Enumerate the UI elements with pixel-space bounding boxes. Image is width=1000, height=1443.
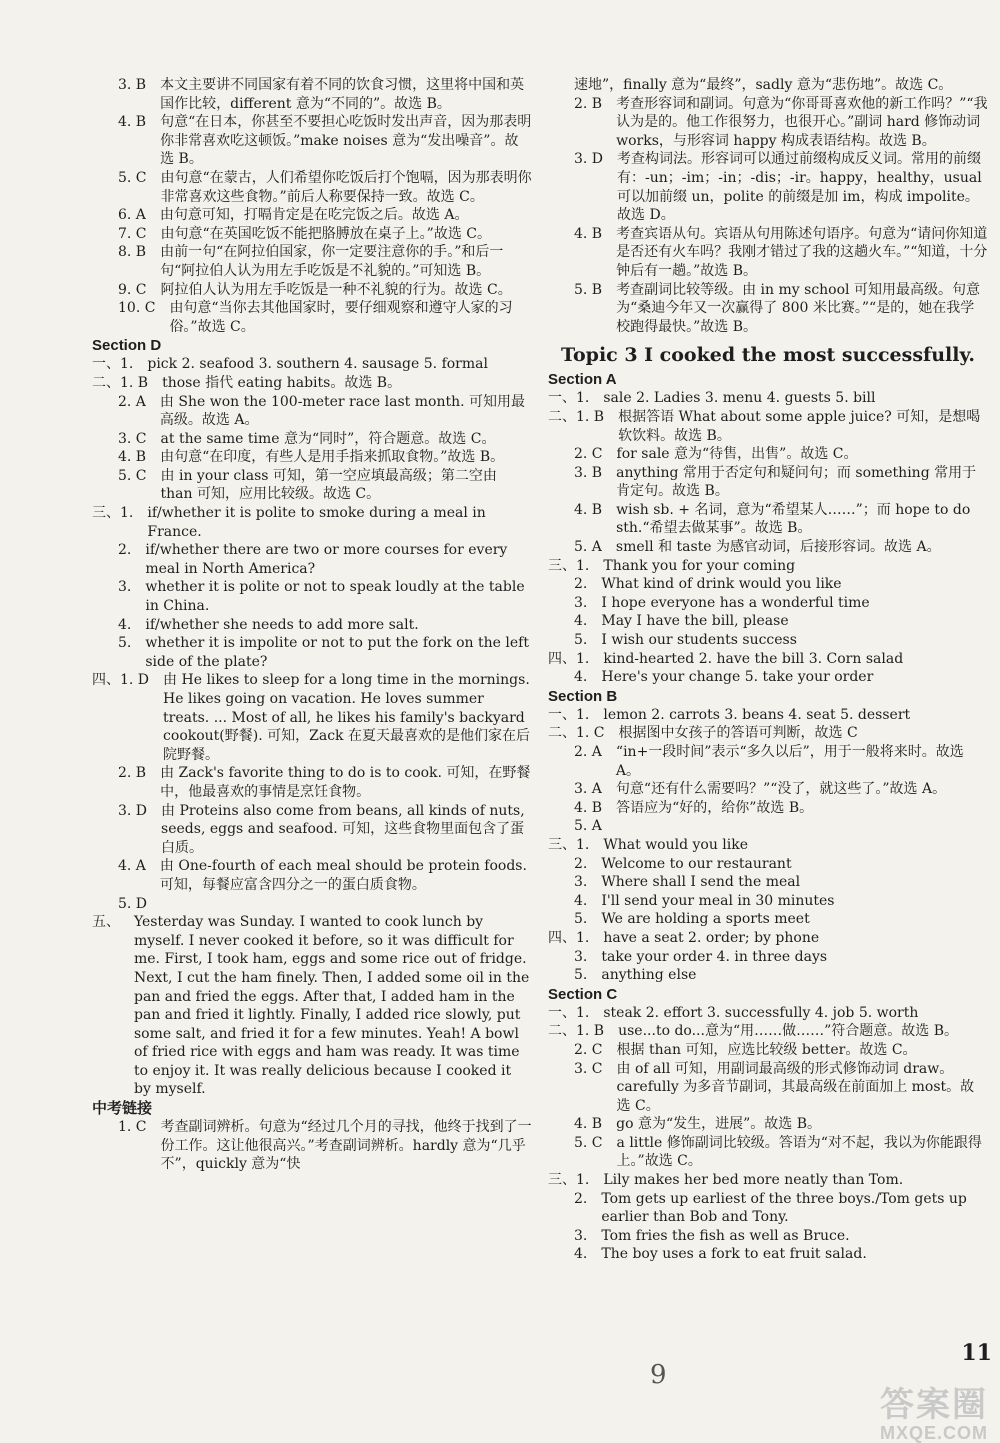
answer-text: 速地”，finally 意为“最终”，sadly 意为“悲伤地”。故选 C。 — [574, 77, 953, 93]
answer-number: 4. B — [118, 114, 147, 131]
answer-item — [92, 299, 532, 336]
answer-text: those 指代 eating habits。故选 B。 — [162, 374, 402, 391]
answer-text: Lily makes her bed more neatly than Tom. — [603, 1172, 904, 1189]
answer-item — [548, 668, 988, 687]
answer-text: 由 of all 可知，用副词最高级的形式修饰动词 draw。carefully 为多音节副词，其最高级在前面加上 most。故选 C。 — [616, 1060, 975, 1114]
answer-text: 由句意“在印度，有些人是用手指来抓取食物。”故选 B。 — [160, 449, 505, 466]
answer-number: 4. B — [118, 449, 147, 466]
answer-item — [548, 1171, 988, 1190]
answer-number: 3. B — [574, 464, 603, 481]
section-heading: Section B — [548, 687, 618, 705]
right-column — [548, 76, 988, 1264]
answer-item — [548, 95, 988, 151]
answer-number: 4. — [574, 613, 588, 630]
answer-text: 由句意“在蒙古，人们希望你吃饭后打个饱嗝，因为那表明你非常喜欢这些食物。”前后人称要保持一致。故选 C。 — [160, 169, 532, 205]
answer-item — [548, 799, 988, 818]
answer-text: 考查宾语从句。宾语从句用陈述句语序。句意为“请问你知道是否还有火车吗？我刚才错过了我的这趟火车。”“知道，十分钟后有一趟。”故选 B。 — [616, 225, 988, 279]
answer-text: lemon 2. carrots 3. beans 4. seat 5. dessert — [603, 706, 911, 723]
answer-text: 考查副词辨析。句意为“经过几个月的寻找，他终于找到了一份工作。这让他很高兴。”考查副词辨析。hardly 意为“几乎不”，quickly 意为“快 — [160, 1119, 532, 1173]
answer-item — [548, 743, 988, 780]
answer-text: if/whether it is polite to smoke during a meal in France. — [147, 505, 486, 540]
answer-number: 4. B — [574, 1116, 603, 1133]
answer-text: 由 Zack's favorite thing to do is to cook. 可知，在野餐中，他最喜欢的事情是烹饪食物。 — [160, 765, 531, 800]
answer-number: 四、1. D — [92, 672, 150, 689]
answer-text: What would you like — [603, 836, 749, 853]
answer-item — [92, 671, 532, 764]
answer-text: Where shall I send the meal — [601, 874, 801, 891]
answer-text: if/whether there are two or more courses for every meal in North America? — [145, 542, 508, 577]
answer-text: The boy uses a fork to eat fruit salad. — [601, 1246, 867, 1263]
answer-text: 由前一句“在阿拉伯国家，你一定要注意你的手。”和后一句“阿拉伯人认为用左手吃饭是不礼貌的。”可知选 B。 — [160, 244, 504, 279]
handwritten-mark: 9 — [650, 1360, 667, 1390]
answer-number: 二、1. B — [548, 1023, 605, 1040]
answer-number: 2. — [574, 1190, 588, 1207]
answer-item — [92, 802, 532, 858]
answer-text: Yesterday was Sunday. I wanted to cook lunch by myself. I never cooked it before, so it was difficult for me. First, I took ham, eggs and some rice out of fridge. Next, I cut the ham finely. Then, I added some oil in the pan and fried the eggs. After that, I added ham in the pan and fried it lightly. Finally, I added rice slowly, put some salt, and fried it for a few minutes. Yeah! A bowl of fried rice with eggs and ham was ready. It was time to enjoy it. It was really delicious because I cooked it by myself. — [134, 914, 530, 1098]
answer-number: 4. — [574, 1246, 588, 1263]
answer-text: wish sb. + 名词，意为“希望某人……”；而 hope to do sth.“希望去做某事”。故选 B。 — [616, 501, 971, 537]
answer-number: 5. — [118, 635, 132, 652]
answer-number: 三、1. — [548, 836, 590, 853]
answer-item — [548, 1060, 988, 1116]
answer-number: 一、1. — [548, 706, 590, 723]
answer-text: 由句意“当你去其他国家时，要仔细观察和遵守人家的习俗。”故选 C。 — [169, 300, 513, 335]
answer-number: 3. — [574, 594, 588, 611]
answer-number: 2. A — [574, 744, 602, 760]
answer-number: 4. B — [574, 501, 603, 518]
answer-number: 1. C — [118, 1119, 147, 1136]
answer-item — [548, 892, 988, 911]
answer-number: 三、1. — [548, 1172, 590, 1189]
answer-text: 由 in your class 可知，第一空应填最高级；第二空由 than 可知，应用比较级。故选 C。 — [160, 467, 497, 503]
answer-text: I hope everyone has a wonderful time — [601, 594, 870, 611]
answer-item — [92, 113, 532, 169]
answer-text: smell 和 taste 为感官动词，后接形容词。故选 A。 — [615, 539, 941, 556]
answer-item — [548, 836, 988, 855]
answer-text: whether it is impolite or not to put the fork on the left side of the plate? — [145, 635, 529, 670]
answer-text: go 意为“发生，进展”。故选 B。 — [616, 1116, 822, 1133]
answer-item — [548, 910, 988, 929]
answer-number: 三、1. — [548, 557, 590, 574]
answer-item — [548, 445, 988, 464]
answer-item — [548, 1227, 988, 1246]
answer-number: 5. A — [574, 818, 602, 835]
answer-item — [548, 1134, 988, 1171]
answer-item — [548, 650, 988, 669]
answer-item — [548, 966, 988, 985]
answer-text: “in+一段时间”表示“多久以后”，用于一般将来时。故选 A。 — [615, 744, 964, 779]
answer-text: 考查副词比较等级。由 in my school 可知用最高级。句意为“桑迪今年又一次赢得了 800 米比赛。”“是的，她在我学校跑得最快。”故选 B。 — [616, 281, 980, 335]
answer-text: 由 One-fourth of each meal should be protein foods. 可知，每餐应富含四分之一的蛋白质食物。 — [159, 858, 527, 893]
answer-item — [548, 631, 988, 650]
answer-text: 由 Proteins also come from beans, all kinds of nuts, seeds, eggs and seafood. 可知，这些食物里面包含了蛋白质。 — [161, 802, 525, 856]
answer-text — [616, 817, 988, 836]
answer-number — [548, 76, 574, 95]
answer-item — [92, 430, 532, 449]
answer-item — [548, 929, 988, 948]
answer-item — [92, 634, 532, 671]
answer-item — [92, 764, 532, 801]
answer-number: 3. A — [574, 781, 602, 798]
answer-number: 8. B — [118, 244, 147, 261]
answer-item — [548, 612, 988, 631]
answer-item — [92, 393, 532, 430]
answer-number: 5. — [574, 911, 588, 928]
watermark-logo — [880, 1388, 988, 1443]
answer-item — [92, 1118, 532, 1174]
answer-number: 2. B — [118, 765, 147, 782]
answer-item — [92, 225, 532, 244]
section-heading: 中考链接 — [92, 1100, 153, 1118]
answer-text: a little 修饰副词比较级。答语为“对不起，我以为你能跟得上。”故选 C。 — [616, 1134, 982, 1170]
answer-item — [92, 448, 532, 467]
answer-item — [548, 1245, 988, 1264]
answer-number: 4. — [574, 669, 588, 686]
answer-text: for sale 意为“待售，出售”。故选 C。 — [616, 446, 858, 463]
answer-item — [548, 948, 988, 967]
answer-item — [92, 578, 532, 615]
answer-item — [548, 1115, 988, 1134]
answer-number: 二、1. B — [92, 374, 149, 391]
answer-text — [161, 895, 532, 914]
answer-number: 9. C — [118, 281, 147, 298]
answer-text: 根据答语 What about some apple juice? 可知，是想喝软饮料。故选 B。 — [618, 408, 981, 444]
answer-item — [548, 1022, 988, 1041]
answer-text: May I have the bill, please — [601, 613, 789, 630]
answer-number: 一、1. — [548, 1004, 590, 1021]
answer-text: 答语应为“好的，给你”故选 B。 — [616, 799, 814, 816]
answer-item — [548, 1041, 988, 1060]
topic-title: Topic 3 I cooked the most successfully. — [561, 344, 975, 367]
answer-text: steak 2. effort 3. successfully 4. job 5. worth — [603, 1004, 919, 1021]
answer-item — [548, 281, 988, 337]
answer-text: Thank you for your coming — [603, 557, 796, 574]
answer-item — [548, 557, 988, 576]
answer-item — [92, 206, 532, 225]
answer-number: 5. C — [574, 1134, 603, 1151]
answer-number: 2. B — [574, 95, 603, 112]
answer-text: 根据 than 可知，应选比较级 better。故选 C。 — [616, 1041, 917, 1058]
answer-number: 4. — [118, 616, 132, 633]
answer-text: 由句意“在英国吃饭不能把胳膊放在桌子上。”故选 C。 — [160, 225, 492, 242]
answer-text: What kind of drink would you like — [601, 576, 842, 593]
answer-text: I wish our students success — [601, 632, 797, 649]
answer-number: 3. C — [118, 430, 147, 447]
answer-text: 阿拉伯人认为用左手吃饭是一种不礼貌的行为。故选 C。 — [160, 281, 512, 298]
answer-number: 2. — [118, 542, 132, 559]
answer-number: 二、1. B — [548, 408, 605, 425]
answer-item — [548, 724, 988, 743]
answer-item — [548, 76, 988, 95]
answer-text: Welcome to our restaurant — [601, 855, 792, 872]
answer-number: 5. A — [574, 539, 602, 556]
answer-text: I'll send your meal in 30 minutes — [601, 892, 835, 909]
answer-number: 2. C — [574, 446, 603, 463]
answer-item — [92, 616, 532, 635]
answer-number: 四、1. — [548, 650, 590, 667]
answer-number: 3. B — [118, 77, 147, 93]
section-heading: Section D — [92, 337, 162, 355]
answer-text: 本文主要讲不同国家有着不同的饮食习惯，这里将中国和英国作比较，different 意为“不同的”。故选 B。 — [160, 77, 525, 112]
answer-number: 3. D — [574, 151, 604, 168]
answer-item — [548, 1190, 988, 1227]
answer-item — [92, 281, 532, 300]
answer-number: 2. — [574, 855, 588, 872]
answer-number: 四、1. — [548, 929, 590, 946]
answer-item — [548, 1004, 988, 1023]
answer-text: if/whether she needs to add more salt. — [145, 616, 419, 633]
answer-text: 考查构词法。形容词可以通过前缀构成反义词。常用的前缀有：-un；-im；-in；-dis；-ir。happy，healthy，usual 可以加前缀 un，polite 的前缀是加 im，构成 impolite。故选 D。 — [617, 151, 982, 224]
answer-number: 6. A — [118, 207, 146, 224]
answer-number: 3. C — [574, 1060, 603, 1077]
answer-number: 5. C — [118, 467, 147, 484]
answer-text: use...to do...意为“用……做……”符合题意。故选 B。 — [618, 1023, 958, 1040]
answer-number: 五、 — [92, 914, 120, 931]
answer-number: 3. — [574, 948, 588, 965]
answer-number: 10. C — [118, 300, 156, 317]
answer-item — [92, 467, 532, 504]
answer-item — [548, 225, 988, 281]
answer-item — [548, 538, 988, 557]
answer-number: 5. — [574, 967, 588, 984]
answer-item — [92, 895, 532, 914]
answer-number: 二、1. C — [548, 725, 605, 742]
answer-number: 3. D — [118, 802, 148, 819]
answer-text: whether it is polite or not to speak loudly at the table in China. — [145, 579, 525, 615]
answer-text: 由 He likes to sleep for a long time in the mornings. He likes going on vacation. He loves summer treats. ... Most of all, he likes his family's backyard cookout(野餐). 可知，Zack 在夏天最喜欢的是他们家在后院野餐。 — [163, 672, 530, 763]
answer-number: 5. D — [118, 895, 148, 912]
answer-item — [548, 873, 988, 892]
answer-number: 5. C — [118, 169, 147, 186]
answer-text: anything 常用于否定句和疑问句；而 something 常用于肯定句。故选 B。 — [616, 464, 977, 500]
answer-item — [548, 706, 988, 725]
left-column — [92, 76, 532, 1174]
answer-number: 4. A — [118, 858, 146, 875]
answer-number: 3. — [574, 874, 588, 891]
answer-item — [548, 575, 988, 594]
answer-number: 2. — [574, 576, 588, 593]
answer-text: have a seat 2. order; by phone — [603, 929, 820, 946]
answer-number: 2. C — [574, 1041, 603, 1058]
answer-number: 3. — [574, 1227, 588, 1244]
answer-number: 一、1. — [548, 390, 590, 407]
watermark-line-1: 答案圈 — [880, 1386, 988, 1424]
answer-text: take your order 4. in three days — [601, 948, 828, 965]
answer-text: kind-hearted 2. have the bill 3. Corn salad — [603, 650, 904, 667]
answer-number: 7. C — [118, 225, 147, 242]
answer-item — [92, 541, 532, 578]
answer-text: at the same time 意为“同时”，符合题意。故选 C。 — [160, 430, 496, 447]
answer-text: pick 2. seafood 3. southern 4. sausage 5. formal — [147, 356, 488, 373]
answer-number: 3. — [118, 579, 132, 596]
answer-text: Tom gets up earliest of the three boys./Tom gets up earlier than Bob and Tony. — [601, 1190, 967, 1226]
answer-number: 2. A — [118, 393, 146, 410]
section-heading: Section C — [548, 985, 618, 1003]
answer-text: 句意“还有什么需要吗？”“没了，就这些了。”故选 A。 — [615, 781, 947, 798]
answer-item — [92, 913, 532, 1099]
answer-text: sale 2. Ladies 3. menu 4. guests 5. bill — [603, 390, 876, 407]
answer-number: 三、1. — [92, 505, 134, 522]
page-number: 11 — [961, 1340, 992, 1366]
answer-item — [548, 150, 988, 224]
watermark-line-2: MXQE.COM — [879, 1422, 988, 1443]
answer-text: anything else — [601, 967, 697, 984]
answer-number: 4. B — [574, 225, 603, 242]
answer-item — [92, 374, 532, 393]
answer-item — [92, 504, 532, 541]
answer-number: 4. B — [574, 799, 603, 816]
answer-text: 由句意可知，打嗝肯定是在吃完饭之后。故选 A。 — [159, 207, 469, 224]
answer-item — [548, 817, 988, 836]
answer-item — [92, 76, 532, 113]
answer-item — [92, 857, 532, 894]
answer-number: 5. B — [574, 281, 603, 298]
answer-number: 5. — [574, 632, 588, 649]
answer-item — [548, 855, 988, 874]
answer-text: 考查形容词和副词。句意为“你哥哥喜欢他的新工作吗？”“我认为是的。他工作很努力，也很开心。”副词 hard 修饰动词 works，与形容词 happy 构成表语结构。故选 B。 — [616, 95, 988, 149]
answer-text: 根据图中女孩子的答语可判断，故选 C — [618, 725, 858, 742]
answer-text: 句意“在日本，你甚至不要担心吃饭时发出声音，因为那表明你非常喜欢吃这顿饭。”make noises 意为“发出噪音”。故选 B。 — [160, 114, 532, 168]
answer-number: 一、1. — [92, 356, 134, 373]
answer-text: We are holding a sports meet — [601, 911, 810, 928]
section-heading: Section A — [548, 371, 617, 389]
answer-item — [92, 355, 532, 374]
answer-item — [548, 408, 988, 445]
answer-text: 由 She won the 100-meter race last month. 可知用最高级。故选 A。 — [159, 393, 526, 429]
answer-item — [548, 464, 988, 501]
answer-item — [548, 389, 988, 408]
answer-item — [92, 243, 532, 280]
answer-text: Here's your change 5. take your order — [601, 669, 874, 686]
answer-item — [548, 594, 988, 613]
answer-number: 4. — [574, 892, 588, 909]
answer-text: Tom fries the fish as well as Bruce. — [601, 1227, 850, 1244]
answer-item — [92, 169, 532, 206]
answer-item — [548, 780, 988, 799]
answer-item — [548, 501, 988, 538]
